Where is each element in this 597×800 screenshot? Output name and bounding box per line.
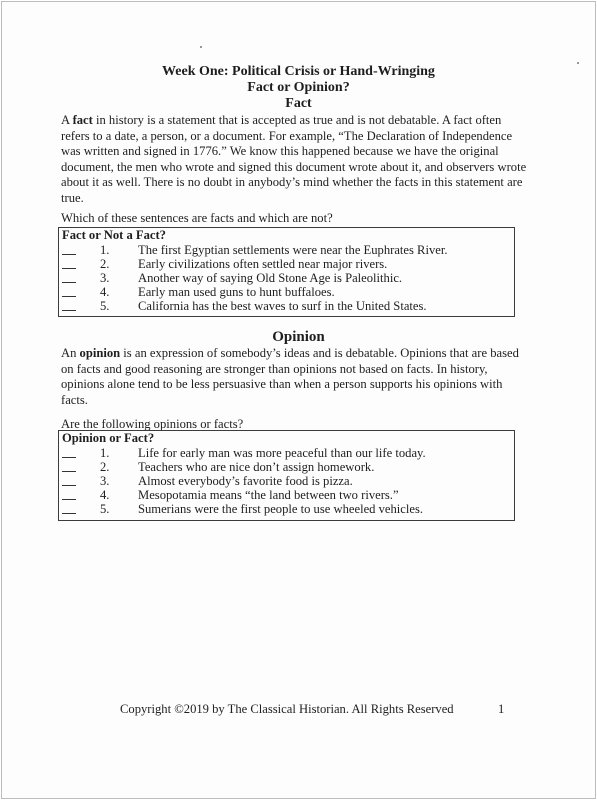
item-text: Mesopotamia means “the land between two rivers.” bbox=[138, 488, 399, 502]
item-number: 1. bbox=[100, 243, 110, 257]
list-item bbox=[62, 285, 335, 300]
fact-definition-pre: A bbox=[61, 113, 73, 127]
answer-blank[interactable] bbox=[62, 243, 76, 255]
fact-term: fact bbox=[72, 113, 93, 127]
list-item bbox=[62, 474, 353, 489]
opinion-prompt: Are the following opinions or facts? bbox=[61, 417, 244, 431]
list-item bbox=[62, 446, 426, 461]
answer-blank[interactable] bbox=[62, 299, 76, 311]
opinion-definition-post: is an expression of somebody’s ideas and is debatable. Opinions that are based on facts and good reasoning are stronger than opinions not based on facts. In history, opinions alone tend to be less persuasive than when a person supports his opinions with facts. bbox=[61, 346, 519, 407]
item-text: Another way of saying Old Stone Age is Paleolithic. bbox=[138, 271, 403, 285]
list-item bbox=[62, 299, 427, 314]
section-heading-fact: Fact bbox=[285, 96, 312, 111]
fact-definition bbox=[61, 113, 531, 207]
item-text: Life for early man was more peaceful than our life today. bbox=[138, 446, 426, 460]
page-title: Week One: Political Crisis or Hand-Wringing bbox=[162, 64, 435, 79]
item-text: California has the best waves to surf in the United States. bbox=[138, 299, 427, 313]
item-text: The first Egyptian settlements were near the Euphrates River. bbox=[138, 243, 448, 257]
fact-definition-post: in history is a statement that is accepted as true and is not debatable. A fact often refers to a date, a person, or a document. For example, “The Declaration of Independence was written and signed in 1776.” We know this happened because we have the original document, the men who wrote and signed this document wrote about it, and observers wrote about it as well. There is no doubt in anybody’s mind whether the facts in this statement are true. bbox=[61, 113, 527, 205]
fact-prompt: Which of these sentences are facts and which are not? bbox=[61, 211, 333, 225]
list-item bbox=[62, 502, 424, 517]
item-text: Early man used guns to hunt buffaloes. bbox=[138, 285, 335, 299]
page-number: 1 bbox=[498, 702, 505, 716]
fact-box-header: Fact or Not a Fact? bbox=[62, 228, 166, 242]
answer-blank[interactable] bbox=[62, 446, 76, 458]
item-number: 3. bbox=[100, 271, 110, 285]
answer-blank[interactable] bbox=[62, 488, 76, 500]
item-text: Sumerians were the first people to use wheeled vehicles. bbox=[138, 502, 424, 516]
section-heading-opinion: Opinion bbox=[272, 329, 325, 345]
list-item bbox=[62, 271, 403, 286]
list-item bbox=[62, 243, 448, 258]
answer-blank[interactable] bbox=[62, 285, 76, 297]
item-number: 5. bbox=[100, 299, 110, 313]
answer-blank[interactable] bbox=[62, 502, 76, 514]
opinion-exercise-box bbox=[58, 430, 515, 521]
item-number: 2. bbox=[100, 460, 110, 474]
answer-blank[interactable] bbox=[62, 257, 76, 269]
speck-mark bbox=[200, 46, 202, 48]
answer-blank[interactable] bbox=[62, 271, 76, 283]
opinion-definition-pre: An bbox=[61, 346, 80, 360]
opinion-definition bbox=[61, 346, 531, 408]
list-item bbox=[62, 460, 375, 475]
copyright-footer: Copyright ©2019 by The Classical Historian. All Rights Reserved bbox=[120, 702, 454, 716]
item-number: 4. bbox=[100, 488, 110, 502]
answer-blank[interactable] bbox=[62, 474, 76, 486]
fact-exercise-box bbox=[58, 227, 515, 317]
opinion-box-header: Opinion or Fact? bbox=[62, 431, 155, 445]
item-number: 1. bbox=[100, 446, 110, 460]
item-number: 2. bbox=[100, 257, 110, 271]
item-number: 5. bbox=[100, 502, 110, 516]
opinion-term: opinion bbox=[79, 346, 121, 360]
item-number: 4. bbox=[100, 285, 110, 299]
list-item bbox=[62, 488, 399, 503]
item-number: 3. bbox=[100, 474, 110, 488]
list-item bbox=[62, 257, 388, 272]
item-text: Teachers who are nice don’t assign homework. bbox=[138, 460, 375, 474]
item-text: Almost everybody’s favorite food is pizza. bbox=[138, 474, 353, 488]
item-text: Early civilizations often settled near major rivers. bbox=[138, 257, 388, 271]
answer-blank[interactable] bbox=[62, 460, 76, 472]
page-subtitle: Fact or Opinion? bbox=[247, 80, 350, 95]
